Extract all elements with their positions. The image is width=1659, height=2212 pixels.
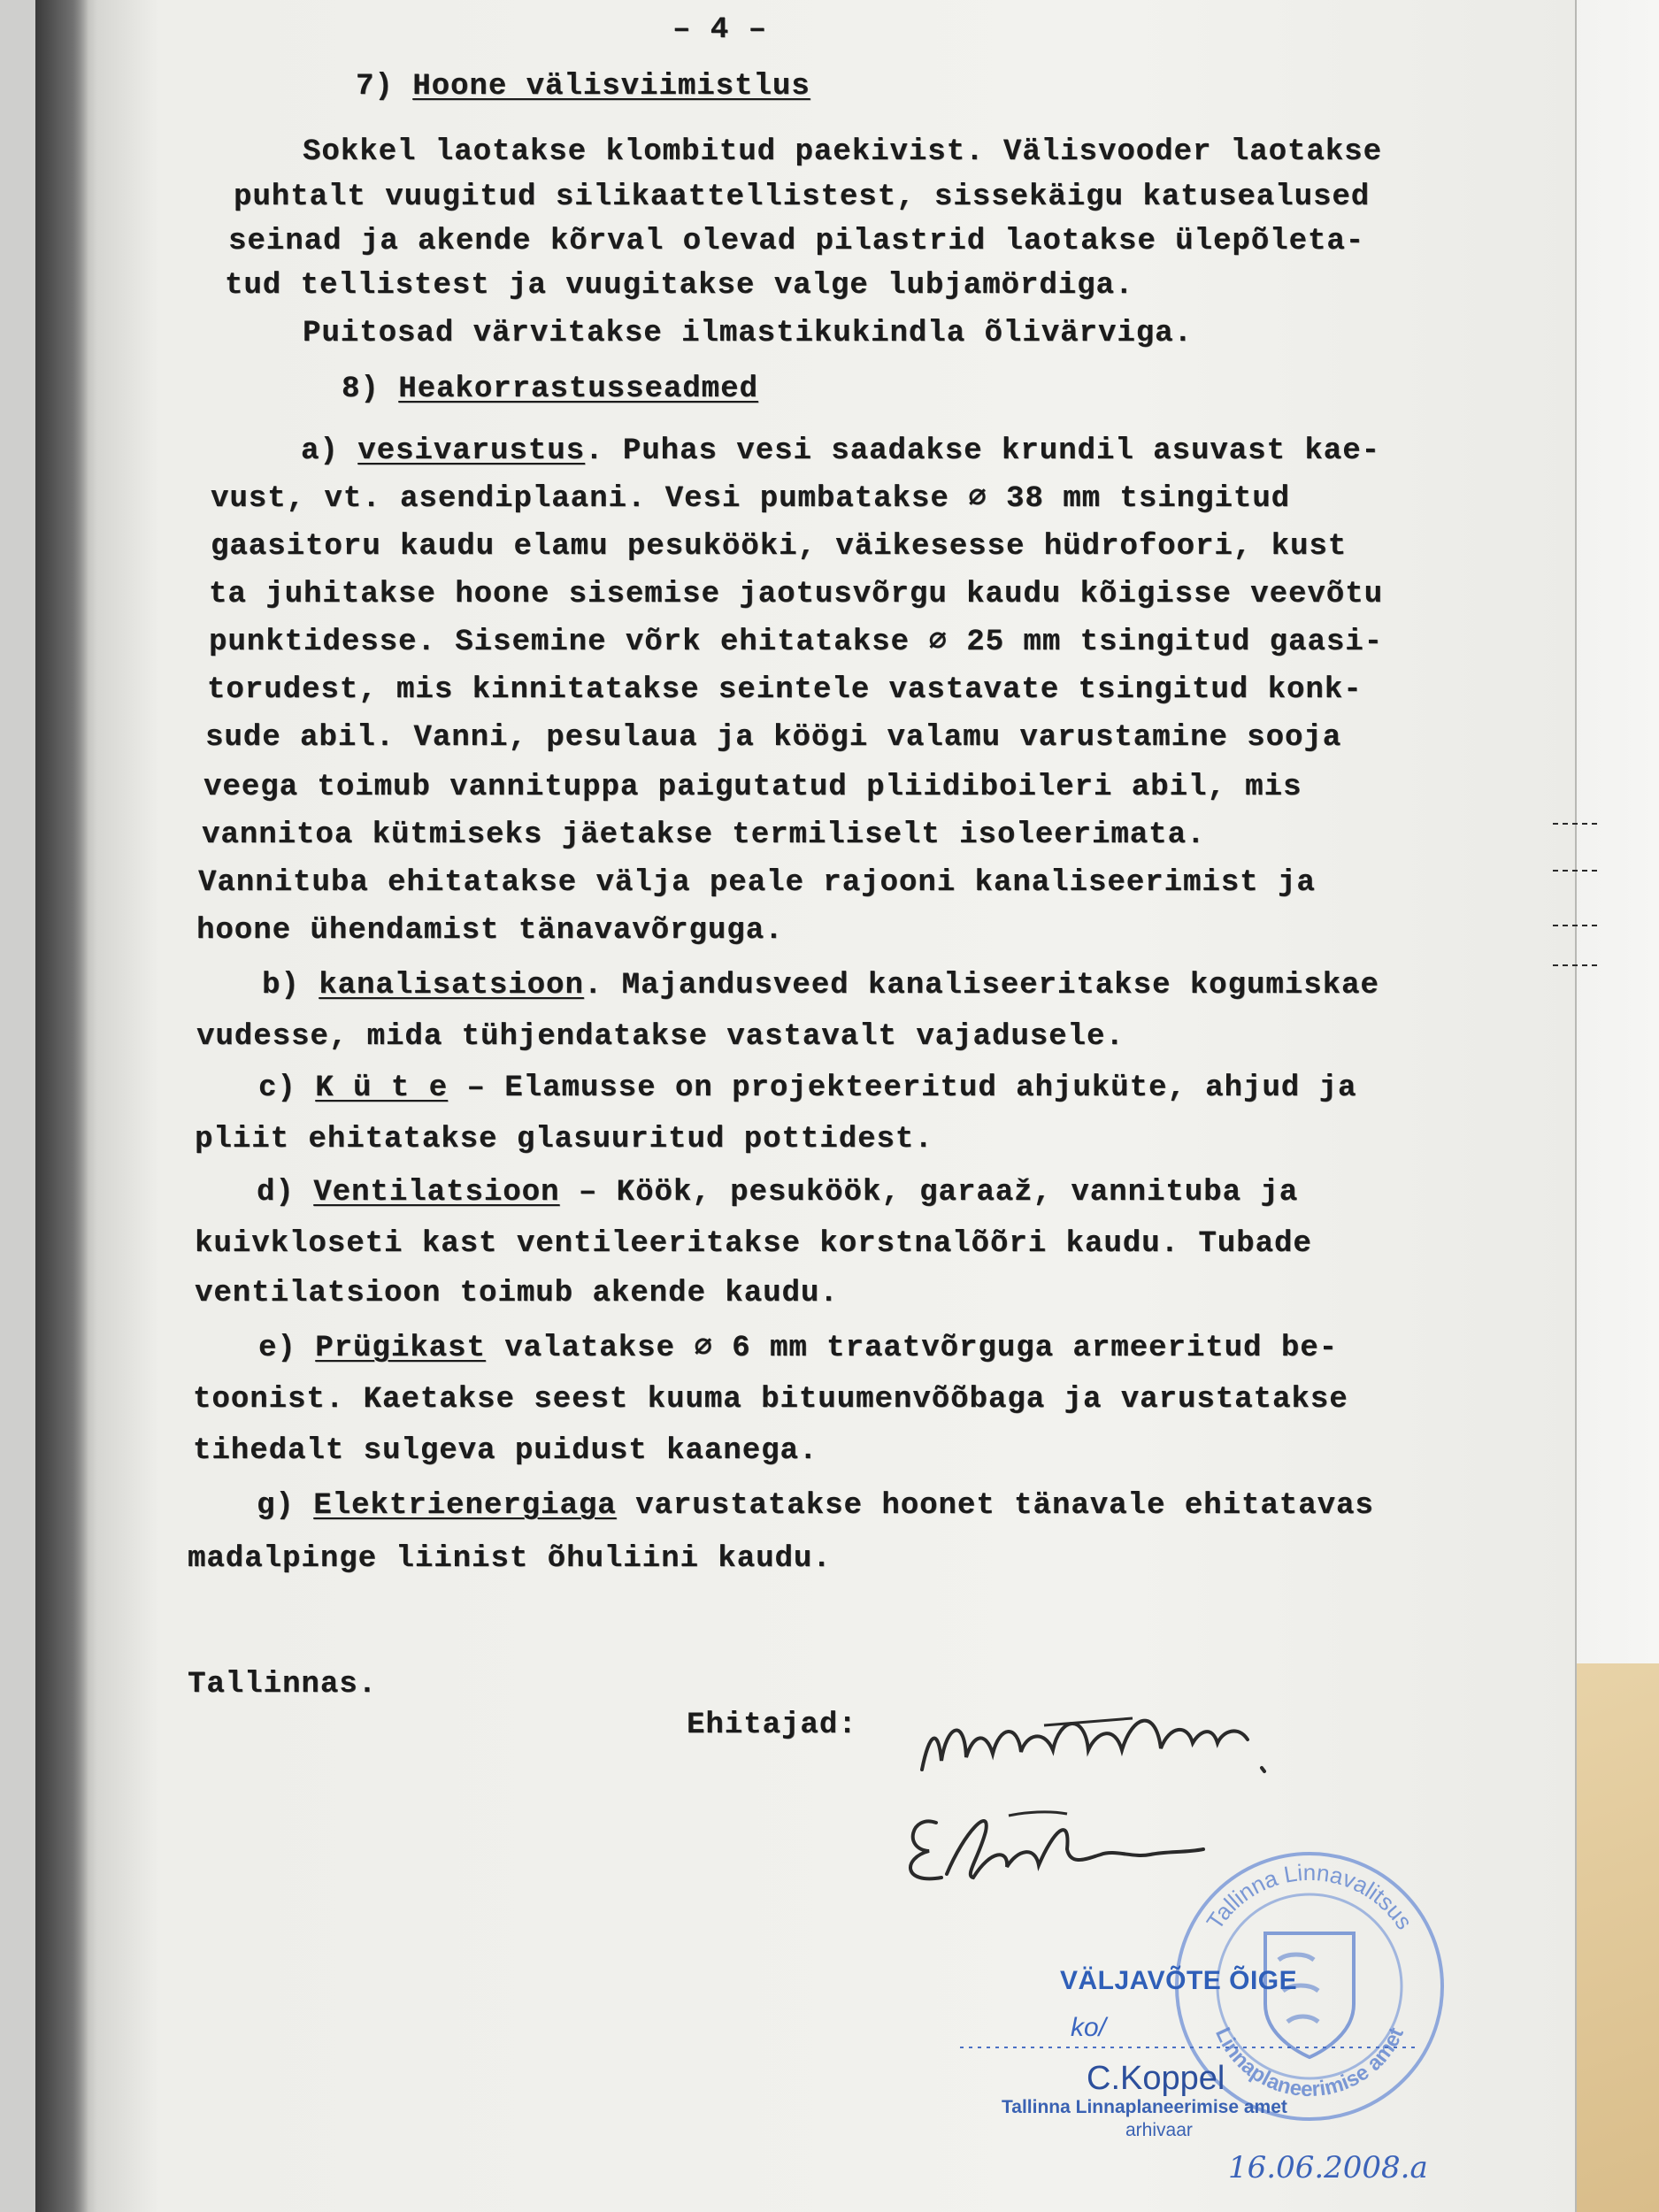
item-e-text: valatakse ∅ 6 mm traatvõrguga armeeritud be-: [485, 1332, 1339, 1365]
paragraph-line: torudest, mis kinnitatakse seintele vastavate tsingitud konk-: [207, 673, 1363, 707]
item-d-first-line: [257, 1175, 1298, 1210]
page-shadow-edge: [35, 0, 88, 2212]
item-g-text: varustatakse hoonet tänavale ehitatavas: [616, 1489, 1374, 1523]
paragraph-line: puhtalt vuugitud silikaattellistest, sissekäigu katusealused: [234, 180, 1371, 214]
margin-tick: [1553, 925, 1597, 926]
item-a-title: vesivarustus: [357, 434, 586, 468]
stamp-date: 16.06.2008.a: [1228, 2150, 1428, 2185]
section-8-number: 8): [342, 373, 380, 406]
seal-bottom-text: Linnaplaneerimise amet: [1210, 2024, 1409, 2102]
builders-label: Ehitajad:: [687, 1709, 857, 1742]
paragraph-line: Sokkel laotakse klombitud paekivist. Välisvooder laotakse: [303, 135, 1382, 169]
margin-tick: [1553, 870, 1597, 872]
item-e-title: Prügikast: [315, 1332, 486, 1365]
item-b-marker: b): [262, 969, 300, 1002]
section-7-heading: [356, 69, 810, 104]
stamp-dotted-line: [960, 2035, 1420, 2062]
paragraph-line: sude abil. Vanni, pesulaua ja köögi valamu varustamine sooja: [205, 721, 1342, 755]
margin-tick: [1553, 823, 1597, 825]
item-d-title: Ventilatsioon: [313, 1176, 560, 1210]
page-number: – 4 –: [672, 13, 768, 47]
item-a-text: . Puhas vesi saadakse krundil asuvast kae-: [585, 434, 1381, 468]
item-d-marker: d): [257, 1176, 295, 1210]
paragraph-line: toonist. Kaetakse seest kuuma bituumenvõõbaga ja varustatakse: [193, 1383, 1348, 1417]
item-e-marker: e): [258, 1332, 296, 1365]
section-8-title: Heakorrastusseadmed: [398, 373, 758, 406]
place-of-signing: Tallinnas.: [188, 1668, 378, 1701]
paragraph-line: kuivkloseti kast ventileeritakse korstnalõõri kaudu. Tubade: [195, 1227, 1312, 1261]
paragraph-line: Puitosad värvitakse ilmastikukindla õlivärviga.: [303, 317, 1193, 350]
paragraph-line: gaasitoru kaudu elamu pesukööki, väikesesse hüdrofoori, kust: [211, 530, 1348, 564]
stamp-initials: ko/: [1071, 2013, 1107, 2042]
item-d-text: – Köök, pesuköök, garaaž, vannituba ja: [559, 1176, 1299, 1210]
paragraph-line: vannitoa kütmiseks jäetakse termiliselt isoleerimata.: [202, 818, 1206, 852]
section-7-number: 7): [356, 70, 394, 104]
paragraph-line: pliit ehitatakse glasuuritud pottidest.: [195, 1123, 933, 1156]
stamp-name: C.Koppel: [1087, 2060, 1225, 2097]
item-b-title: kanalisatsioon: [319, 969, 584, 1002]
paragraph-line: madalpinge liinist õhuliini kaudu.: [188, 1542, 832, 1576]
item-b-first-line: [262, 968, 1379, 1003]
item-c-first-line: [258, 1071, 1356, 1106]
paragraph-line: veega toimub vannituppa paigutatud pliidiboileri abil, mis: [204, 771, 1302, 804]
stamp-department: Tallinna Linnaplaneerimise amet: [1002, 2097, 1287, 2117]
paragraph-line: vudesse, mida tühjendatakse vastavalt vajadusele.: [196, 1020, 1125, 1054]
paragraph-line: Vannituba ehitatakse välja peale rajooni kanaliseerimist ja: [198, 866, 1316, 900]
item-b-text: . Majandusveed kanaliseeritakse kogumiskae: [583, 969, 1379, 1002]
paragraph-line: tihedalt sulgeva puidust kaanega.: [193, 1434, 818, 1468]
margin-tick: [1553, 964, 1597, 966]
item-g-title: Elektrienergiaga: [313, 1489, 617, 1523]
section-7-title: Hoone välisviimistlus: [412, 70, 810, 104]
stamp-title: VÄLJAVÕTE ÕIGE: [1060, 1966, 1298, 1995]
item-a-first-line: [301, 434, 1380, 469]
paragraph-line: seinad ja akende kõrval olevad pilastrid laotakse ülepõleta-: [228, 225, 1365, 258]
stamp-role: arhivaar: [1125, 2120, 1193, 2140]
paragraph-line: ventilatsioon toimub akende kaudu.: [195, 1277, 839, 1310]
item-e-first-line: [258, 1331, 1338, 1366]
item-c-marker: c): [258, 1071, 296, 1105]
item-g-marker: g): [257, 1489, 295, 1523]
paragraph-line: hoone ühendamist tänavavõrguga.: [196, 914, 784, 948]
paragraph-line: punktidesse. Sisemine võrk ehitatakse ∅ 25 mm tsingitud gaasi-: [209, 626, 1384, 659]
svg-text:Tallinna Linnavalitsus: [1201, 1859, 1417, 1934]
paragraph-line: tud tellistest ja vuugitakse valge lubjamördiga.: [225, 269, 1134, 303]
paragraph-line: vust, vt. asendiplaani. Vesi pumbatakse ∅ 38 mm tsingitud: [211, 482, 1291, 516]
seal-top-text: Tallinna Linnavalitsus: [1201, 1858, 1418, 1934]
item-c-text: – Elamusse on projekteeritud ahjuküte, ahjud ja: [448, 1071, 1357, 1105]
item-a-marker: a): [301, 434, 339, 468]
paragraph-line: ta juhitakse hoone sisemise jaotusvõrgu kaudu kõigisse veevõtu: [209, 578, 1384, 611]
item-c-title: K ü t e: [315, 1071, 449, 1105]
item-g-first-line: [257, 1488, 1374, 1524]
section-8-heading: [342, 372, 758, 407]
signature-1: [911, 1699, 1301, 1796]
